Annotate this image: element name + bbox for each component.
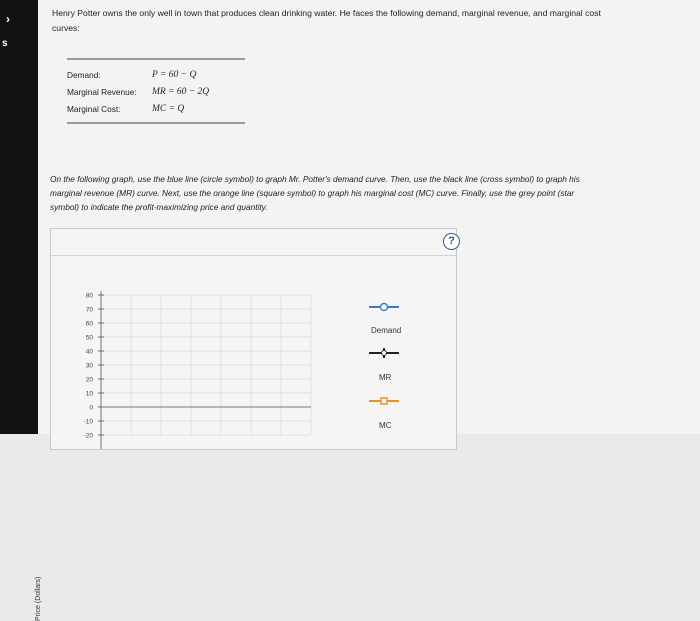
y-tick-label: 70: [85, 306, 93, 314]
equation-label: Marginal Revenue:: [67, 86, 137, 97]
help-icon[interactable]: ?: [443, 233, 460, 250]
intro-line: Henry Potter owns the only well in town that produces clean drinking water. He faces the following demand, marginal revenue, and marginal cost: [52, 8, 601, 18]
left-sidebar: [0, 0, 38, 434]
graph-instructions: [50, 172, 668, 214]
legend-tools[interactable]: [369, 304, 402, 405]
intro-line: curves:: [52, 23, 80, 33]
chevron-right-icon[interactable]: ›: [6, 12, 10, 26]
y-tick-label: 60: [85, 320, 93, 328]
equation-value: MR = 60 − 2Q: [152, 86, 210, 97]
y-tick-label: -20: [83, 432, 93, 440]
y-tick-label: -10: [83, 418, 93, 426]
equation-row-demand: [67, 66, 245, 83]
y-tick-label: 30: [85, 362, 93, 370]
equation-value: P = 60 − Q: [152, 69, 197, 80]
y-tick-label: 10: [85, 390, 93, 398]
y-tick-label: 50: [85, 334, 93, 342]
instruction-line: On the following graph, use the blue line (circle symbol) to graph Mr. Potter's demand curve. Then, use the black line (cross symbol) to graph his: [50, 174, 580, 184]
equation-label: Demand:: [67, 69, 101, 80]
equation-table: [67, 58, 245, 124]
legend-tool-demand[interactable]: [369, 304, 399, 311]
equation-row-mr: [67, 83, 245, 100]
y-axis-label: Price (Dollars): [35, 576, 42, 621]
square-icon: [381, 398, 387, 404]
legend-tool-mc[interactable]: [369, 398, 399, 404]
instruction-line: symbol) to indicate the profit-maximizing price and quantity.: [50, 202, 268, 212]
legend-label-mr: MR: [379, 373, 392, 382]
cross-center: [382, 351, 387, 356]
equation-value: MC = Q: [152, 103, 185, 114]
y-tick-label: 40: [85, 348, 93, 356]
question-intro: [52, 6, 672, 36]
equation-row-mc: [67, 100, 245, 117]
graph-canvas[interactable]: [51, 229, 456, 449]
legend-tool-mr[interactable]: [369, 348, 399, 358]
sidebar-letter: s: [2, 38, 8, 49]
y-tick-label: 0: [89, 404, 93, 412]
circle-icon: [381, 304, 388, 311]
plot-area[interactable]: [84, 291, 311, 449]
y-tick-label: 80: [85, 292, 93, 300]
question-page: [35, 0, 700, 621]
legend-label-demand: Demand: [371, 326, 402, 335]
legend-label-mc: MC: [379, 421, 392, 430]
equation-label: Marginal Cost:: [67, 103, 121, 114]
graph-widget[interactable]: [35, 228, 457, 621]
y-tick-label: 20: [85, 376, 93, 384]
instruction-line: marginal revenue (MR) curve. Next, use the orange line (square symbol) to graph his marginal cost (MC) curve. Finally, use the grey point (star: [50, 188, 575, 198]
